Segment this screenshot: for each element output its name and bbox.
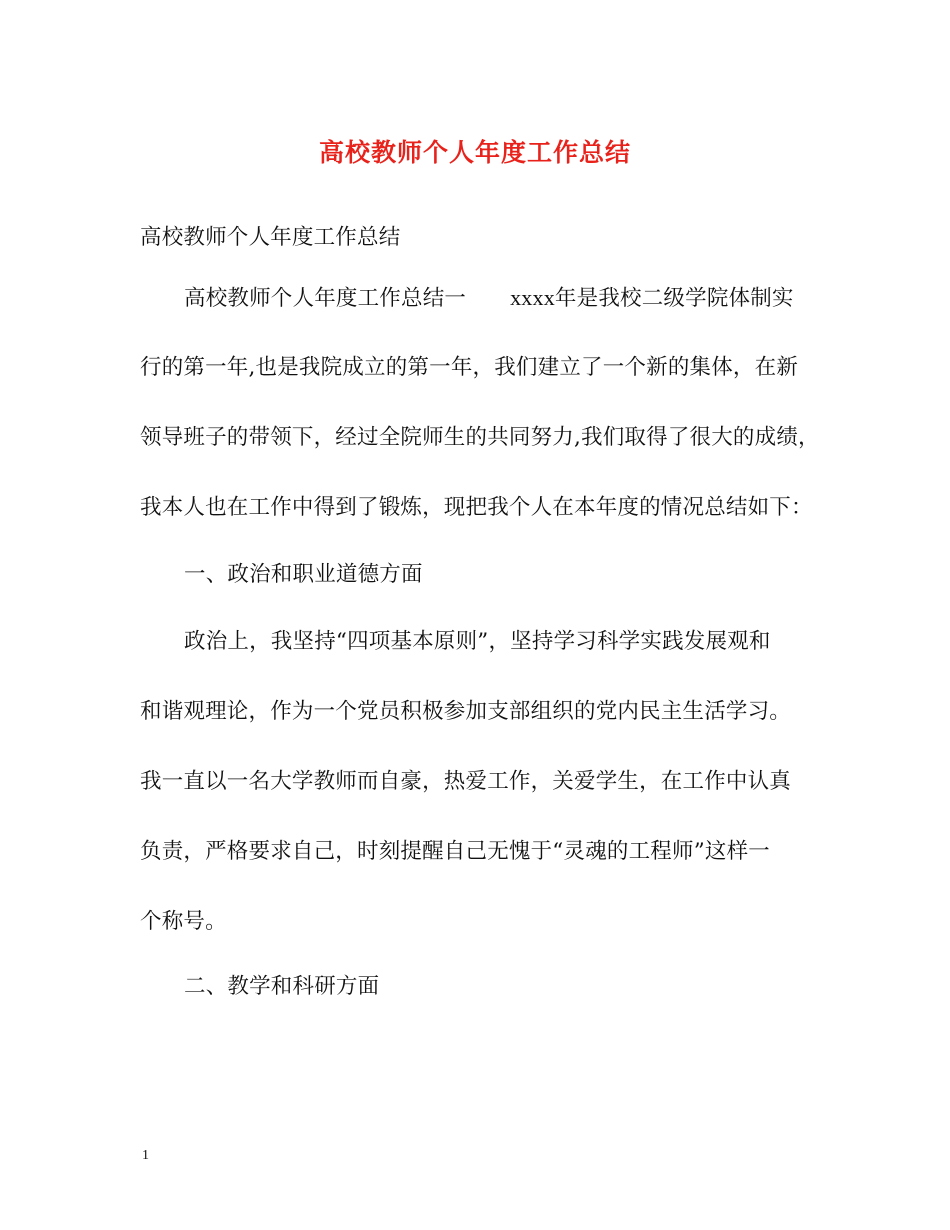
section-1-heading: 一、政治和职业道德方面: [184, 562, 423, 587]
year-placeholder: xxxx: [510, 285, 555, 310]
paragraph-1-line-3: 领导班子的带领下，经过全院师生的共同努力,我们取得了很大的成绩，: [140, 425, 820, 450]
document-title: 高校教师个人年度工作总结: [318, 138, 631, 167]
paragraph-1-line-4: 我本人也在工作中得到了锻炼，现把我个人在本年度的情况总结如下：: [140, 495, 813, 520]
section-2-heading: 二、教学和科研方面: [184, 974, 380, 999]
paragraph-1-lead: 高校教师个人年度工作总结一: [184, 286, 467, 311]
document-subtitle: 高校教师个人年度工作总结: [140, 225, 401, 250]
paragraph-1-line-2: 行的第一年,也是我院成立的第一年，我们建立了一个新的集体，在新: [140, 355, 799, 380]
section-1-line-4: 负责，严格要求自己，时刻提醒自己无愧于“灵魂的工程师”这样一: [140, 839, 770, 864]
section-1-line-5: 个称号。: [140, 909, 227, 934]
section-1-line-1: 政治上，我坚持“四项基本原则”，坚持学习科学实践发展观和: [184, 629, 771, 654]
section-1-line-3: 我一直以一名大学教师而自豪，热爱工作，关爱学生，在工作中认真: [140, 769, 792, 794]
paragraph-1-rest: 年是我校二级学院体制实: [554, 286, 794, 311]
section-1-line-2: 和谐观理论，作为一个党员积极参加支部组织的党内民主生活学习。: [140, 699, 792, 724]
page-number: 1: [142, 1148, 149, 1163]
paragraph-1-first-line: [184, 283, 794, 314]
